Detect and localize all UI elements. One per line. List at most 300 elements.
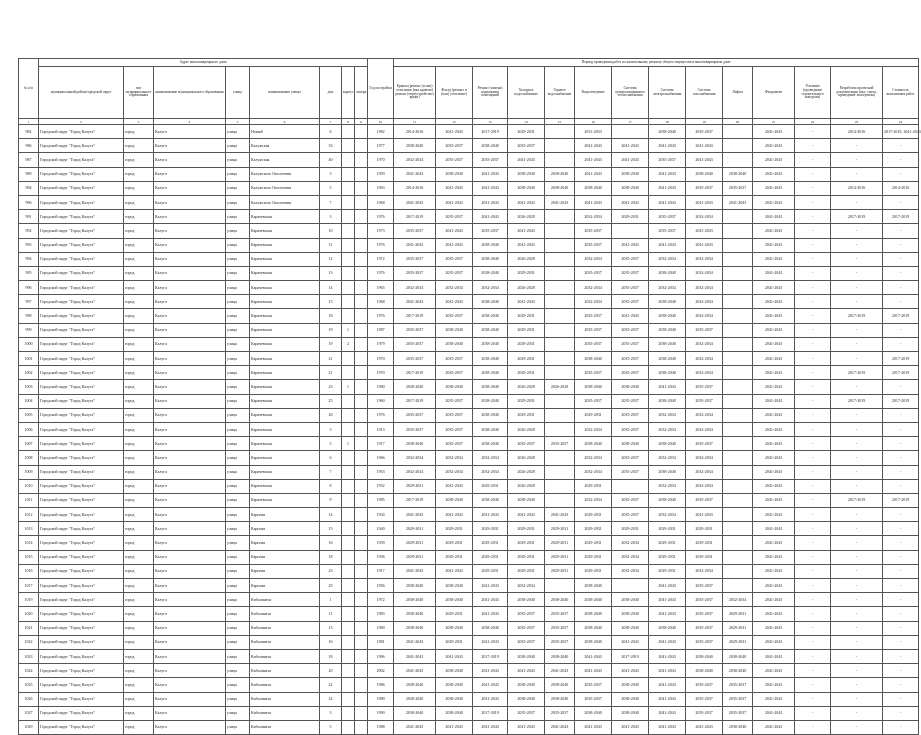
hot-water-cell: 2029-2031 bbox=[545, 564, 575, 578]
year-cell: 1980 bbox=[368, 380, 394, 394]
facade-cell: 2041-2043 bbox=[436, 238, 473, 252]
area-cell: Городской округ "Город Калуга" bbox=[39, 238, 124, 252]
project-cell: - bbox=[831, 380, 883, 394]
area-cell: Городской округ "Город Калуга" bbox=[39, 266, 124, 280]
mo-name-cell: Калуга bbox=[154, 706, 226, 720]
litera-cell bbox=[355, 635, 368, 649]
house-cell: 23 bbox=[320, 380, 342, 394]
col-header-korpus: корпус bbox=[342, 67, 355, 119]
street-type-cell: улица bbox=[226, 337, 250, 351]
korpus-cell bbox=[342, 593, 355, 607]
litera-cell bbox=[355, 649, 368, 663]
litera-cell bbox=[355, 394, 368, 408]
hot-water-cell bbox=[545, 451, 575, 465]
litera-cell bbox=[355, 564, 368, 578]
electric-cell: 2032-2034 bbox=[649, 422, 686, 436]
project-cell: - bbox=[831, 451, 883, 465]
street-type-cell: улица bbox=[226, 153, 250, 167]
mo-type-cell: город bbox=[124, 366, 154, 380]
roof-cell: 2017-2019 bbox=[394, 366, 436, 380]
area-cell: Городской округ "Город Калуга" bbox=[39, 295, 124, 309]
year-cell: 1963 bbox=[368, 181, 394, 195]
strengthening-cell: - bbox=[795, 508, 831, 522]
electric-cell: 2041-2043 bbox=[649, 706, 686, 720]
row-number: 1017 bbox=[19, 579, 39, 593]
electric-cell: 2038-2040 bbox=[649, 337, 686, 351]
foundation-cell: 2041-2043 bbox=[753, 422, 795, 436]
foundation-cell: 2041-2043 bbox=[753, 437, 795, 451]
table-row bbox=[19, 408, 919, 422]
project-cell: - bbox=[831, 706, 883, 720]
cost-cell: 2017-2019 bbox=[883, 366, 919, 380]
hot-water-cell bbox=[545, 479, 575, 493]
street-type-cell: улица bbox=[226, 139, 250, 153]
drainage-cell: 2032-2034 bbox=[575, 252, 612, 266]
area-cell: Городской округ "Город Калуга" bbox=[39, 649, 124, 663]
table-row bbox=[19, 224, 919, 238]
gas-cell: 2029-2031 bbox=[686, 522, 723, 536]
gas-cell: 2032-2034 bbox=[686, 465, 723, 479]
mo-name-cell: Калуга bbox=[154, 664, 226, 678]
house-cell: 11 bbox=[320, 607, 342, 621]
street-type-cell: улица bbox=[226, 366, 250, 380]
street-type-cell: улица bbox=[226, 394, 250, 408]
row-number: 1003 bbox=[19, 380, 39, 394]
mo-name-cell: Калуга bbox=[154, 593, 226, 607]
basement-cell: 2035-2037 bbox=[473, 224, 508, 238]
heating-cell: 2035-2037 bbox=[612, 451, 649, 465]
heating-cell: 2017-2019 bbox=[612, 649, 649, 663]
area-cell: Городской округ "Город Калуга" bbox=[39, 536, 124, 550]
row-number: 1029 bbox=[19, 720, 39, 734]
electric-cell: 2041-2043 bbox=[649, 593, 686, 607]
foundation-cell: 2041-2043 bbox=[753, 465, 795, 479]
electric-cell: 2035-2037 bbox=[649, 224, 686, 238]
street-name-cell: Калужского Ополчения bbox=[250, 181, 320, 195]
korpus-cell bbox=[342, 635, 355, 649]
row-number: 993 bbox=[19, 238, 39, 252]
table-row bbox=[19, 522, 919, 536]
drainage-cell: 2035-2037 bbox=[575, 678, 612, 692]
litera-cell bbox=[355, 593, 368, 607]
row-number: 989 bbox=[19, 167, 39, 181]
column-number: 20 bbox=[723, 119, 753, 125]
table-row bbox=[19, 394, 919, 408]
lifts-cell: 2029-2031 bbox=[723, 621, 753, 635]
street-type-cell: улица bbox=[226, 323, 250, 337]
mo-type-cell: город bbox=[124, 522, 154, 536]
drainage-cell: 2041-2043 bbox=[575, 720, 612, 734]
facade-cell: 2029-2031 bbox=[436, 550, 473, 564]
table-row bbox=[19, 309, 919, 323]
cold-water-cell: 2038-2040 bbox=[508, 493, 545, 507]
cost-cell: - bbox=[883, 224, 919, 238]
cost-cell: 2014-2016 bbox=[883, 181, 919, 195]
facade-cell: 2035-2037 bbox=[436, 437, 473, 451]
roof-cell: 2035-2037 bbox=[394, 266, 436, 280]
gas-cell: 2032-2034 bbox=[686, 337, 723, 351]
year-cell: 1952 bbox=[368, 479, 394, 493]
litera-cell bbox=[355, 153, 368, 167]
street-name-cell: Карачевская bbox=[250, 465, 320, 479]
hot-water-cell bbox=[545, 295, 575, 309]
basement-cell: 2041-2043 bbox=[473, 210, 508, 224]
house-cell: 7 bbox=[320, 465, 342, 479]
strengthening-cell: - bbox=[795, 706, 831, 720]
roof-cell: 2038-2040 bbox=[394, 139, 436, 153]
basement-cell: 2038-2040 bbox=[473, 493, 508, 507]
cost-cell: - bbox=[883, 522, 919, 536]
street-type-cell: улица bbox=[226, 352, 250, 366]
gas-cell: 2035-2037 bbox=[686, 692, 723, 706]
lifts-cell bbox=[723, 522, 753, 536]
row-number: 1008 bbox=[19, 451, 39, 465]
row-number: 1014 bbox=[19, 536, 39, 550]
heating-cell: 2038-2040 bbox=[612, 437, 649, 451]
house-cell: 19 bbox=[320, 323, 342, 337]
column-number: 10 bbox=[368, 119, 394, 125]
cost-cell: 2017-2019 bbox=[883, 352, 919, 366]
row-number: 996 bbox=[19, 281, 39, 295]
row-number: 992 bbox=[19, 224, 39, 238]
cold-water-cell: 2035-2037 bbox=[508, 437, 545, 451]
foundation-cell: 2041-2043 bbox=[753, 195, 795, 209]
house-cell: 9 bbox=[320, 493, 342, 507]
lifts-cell bbox=[723, 210, 753, 224]
area-cell: Городской округ "Город Калуга" bbox=[39, 550, 124, 564]
drainage-cell: 2041-2043 bbox=[575, 139, 612, 153]
table-row bbox=[19, 536, 919, 550]
hot-water-cell: 2035-2037 bbox=[545, 437, 575, 451]
foundation-cell: 2041-2043 bbox=[753, 706, 795, 720]
col-header-house: дом bbox=[320, 67, 342, 119]
basement-cell: 2032-2034 bbox=[473, 281, 508, 295]
facade-cell: 2038-2040 bbox=[436, 337, 473, 351]
facade-cell: 2041-2043 bbox=[436, 508, 473, 522]
hot-water-cell: 2035-2037 bbox=[545, 607, 575, 621]
mo-type-cell: город bbox=[124, 664, 154, 678]
strengthening-cell: - bbox=[795, 210, 831, 224]
facade-cell: 2029-2031 bbox=[436, 607, 473, 621]
basement-cell: 2017-2019 bbox=[473, 706, 508, 720]
table-row bbox=[19, 564, 919, 578]
area-cell: Городской округ "Город Калуга" bbox=[39, 579, 124, 593]
cold-water-cell: 2029-2031 bbox=[508, 337, 545, 351]
lifts-cell: 2035-2037 bbox=[723, 678, 753, 692]
street-name-cell: Карачевская bbox=[250, 437, 320, 451]
street-type-cell: улица bbox=[226, 465, 250, 479]
project-cell: - bbox=[831, 635, 883, 649]
electric-cell: 2041-2043 bbox=[649, 720, 686, 734]
col-header-cold-water: Холодное водоснабжение bbox=[508, 67, 545, 119]
heating-cell bbox=[612, 579, 649, 593]
street-name-cell: Карачевская bbox=[250, 408, 320, 422]
heating-cell: 2038-2040 bbox=[612, 678, 649, 692]
project-cell: 2014-2016 bbox=[831, 125, 883, 139]
area-cell: Городской округ "Город Калуга" bbox=[39, 181, 124, 195]
gas-cell: 2029-2031 bbox=[686, 550, 723, 564]
facade-cell: 2041-2043 bbox=[436, 649, 473, 663]
area-cell: Городской округ "Город Калуга" bbox=[39, 153, 124, 167]
street-name-cell: Карачевская bbox=[250, 394, 320, 408]
hot-water-cell: 2038-2040 bbox=[545, 692, 575, 706]
strengthening-cell: - bbox=[795, 664, 831, 678]
litera-cell bbox=[355, 451, 368, 465]
heating-cell: 2041-2043 bbox=[612, 635, 649, 649]
project-cell: - bbox=[831, 664, 883, 678]
lifts-cell: 2029-2031 bbox=[723, 607, 753, 621]
facade-cell: 2041-2043 bbox=[436, 720, 473, 734]
basement-cell: 2029-2031 bbox=[473, 564, 508, 578]
basement-cell: 2038-2040 bbox=[473, 139, 508, 153]
mo-type-cell: город bbox=[124, 408, 154, 422]
table-row bbox=[19, 550, 919, 564]
hot-water-cell bbox=[545, 125, 575, 139]
basement-cell: 2041-2043 bbox=[473, 664, 508, 678]
cost-cell: - bbox=[883, 266, 919, 280]
lifts-cell bbox=[723, 422, 753, 436]
street-name-cell: Калужского Ополчения bbox=[250, 167, 320, 181]
area-cell: Городской округ "Город Калуга" bbox=[39, 281, 124, 295]
electric-cell: 2038-2040 bbox=[649, 295, 686, 309]
project-cell: - bbox=[831, 465, 883, 479]
electric-cell: 2038-2040 bbox=[649, 352, 686, 366]
litera-cell bbox=[355, 366, 368, 380]
house-cell: 10 bbox=[320, 224, 342, 238]
hot-water-cell: 2029-2031 bbox=[545, 536, 575, 550]
table-row bbox=[19, 252, 919, 266]
drainage-cell: 2038-2040 bbox=[575, 706, 612, 720]
year-cell: 1979 bbox=[368, 337, 394, 351]
column-number: 1 bbox=[19, 119, 39, 125]
facade-cell: 2038-2040 bbox=[436, 380, 473, 394]
mo-name-cell: Калуга bbox=[154, 550, 226, 564]
capital-repair-table bbox=[18, 58, 919, 735]
litera-cell bbox=[355, 352, 368, 366]
year-cell: 1956 bbox=[368, 579, 394, 593]
basement-cell: 2029-2031 bbox=[473, 550, 508, 564]
area-cell: Городской округ "Город Калуга" bbox=[39, 451, 124, 465]
year-cell: 1968 bbox=[368, 295, 394, 309]
litera-cell bbox=[355, 720, 368, 734]
street-name-cell: Карачевская bbox=[250, 266, 320, 280]
table-row bbox=[19, 238, 919, 252]
table-row bbox=[19, 678, 919, 692]
mo-type-cell: город bbox=[124, 465, 154, 479]
row-number: 1015 bbox=[19, 550, 39, 564]
year-cell: 1917 bbox=[368, 437, 394, 451]
strengthening-cell: - bbox=[795, 295, 831, 309]
strengthening-cell: - bbox=[795, 579, 831, 593]
cold-water-cell: 2029-2031 bbox=[508, 352, 545, 366]
table-row bbox=[19, 167, 919, 181]
heating-cell: 2029-2031 bbox=[612, 210, 649, 224]
foundation-cell: 2041-2043 bbox=[753, 621, 795, 635]
row-number: 1027 bbox=[19, 706, 39, 720]
facade-cell: 2035-2037 bbox=[436, 153, 473, 167]
drainage-cell: 2032-2034 bbox=[575, 465, 612, 479]
electric-cell: 2041-2043 bbox=[649, 181, 686, 195]
electric-cell: 2041-2043 bbox=[649, 635, 686, 649]
col-header-street-type: улица bbox=[226, 67, 250, 119]
lifts-cell: 2032-2034 bbox=[723, 593, 753, 607]
heating-cell bbox=[612, 479, 649, 493]
heating-cell: 2035-2037 bbox=[612, 422, 649, 436]
mo-type-cell: город bbox=[124, 380, 154, 394]
col-header-num: № п/п bbox=[19, 59, 39, 119]
electric-cell: 2041-2043 bbox=[649, 195, 686, 209]
facade-cell: 2035-2037 bbox=[436, 309, 473, 323]
electric-cell: 2041-2043 bbox=[649, 649, 686, 663]
house-cell: 6 bbox=[320, 451, 342, 465]
hot-water-cell bbox=[545, 252, 575, 266]
area-cell: Городской округ "Город Калуга" bbox=[39, 664, 124, 678]
gas-cell: 2032-2034 bbox=[686, 309, 723, 323]
hot-water-cell bbox=[545, 394, 575, 408]
roof-cell: 2032-2034 bbox=[394, 451, 436, 465]
drainage-cell: 2032-2034 bbox=[575, 295, 612, 309]
mo-type-cell: город bbox=[124, 706, 154, 720]
street-name-cell: Кибальчича bbox=[250, 649, 320, 663]
project-cell: - bbox=[831, 266, 883, 280]
street-type-cell: улица bbox=[226, 536, 250, 550]
gas-cell: 2038-2040 bbox=[686, 649, 723, 663]
house-cell: 14 bbox=[320, 281, 342, 295]
korpus-cell bbox=[342, 564, 355, 578]
area-cell: Городской округ "Город Калуга" bbox=[39, 352, 124, 366]
strengthening-cell: - bbox=[795, 394, 831, 408]
cold-water-cell: 2032-2034 bbox=[508, 579, 545, 593]
mo-type-cell: город bbox=[124, 437, 154, 451]
lifts-cell: 2038-2040 bbox=[723, 664, 753, 678]
area-cell: Городской округ "Город Калуга" bbox=[39, 607, 124, 621]
cost-cell: - bbox=[883, 593, 919, 607]
drainage-cell: 2035-2037 bbox=[575, 337, 612, 351]
house-cell: 15 bbox=[320, 522, 342, 536]
cold-water-cell: 2041-2043 bbox=[508, 153, 545, 167]
facade-cell: 2035-2037 bbox=[436, 408, 473, 422]
row-number: 1016 bbox=[19, 564, 39, 578]
litera-cell bbox=[355, 422, 368, 436]
mo-type-cell: город bbox=[124, 635, 154, 649]
lifts-cell bbox=[723, 550, 753, 564]
mo-type-cell: город bbox=[124, 295, 154, 309]
lifts-cell bbox=[723, 493, 753, 507]
area-cell: Городской округ "Город Калуга" bbox=[39, 635, 124, 649]
street-type-cell: улица bbox=[226, 437, 250, 451]
electric-cell: 2038-2040 bbox=[649, 465, 686, 479]
electric-cell: 2041-2043 bbox=[649, 607, 686, 621]
litera-cell bbox=[355, 238, 368, 252]
gas-cell: 2032-2034 bbox=[686, 352, 723, 366]
electric-cell: 2038-2040 bbox=[649, 309, 686, 323]
project-cell: - bbox=[831, 195, 883, 209]
heating-cell: 2041-2043 bbox=[612, 720, 649, 734]
mo-name-cell: Калуга bbox=[154, 309, 226, 323]
litera-cell bbox=[355, 692, 368, 706]
facade-cell: 2041-2043 bbox=[436, 224, 473, 238]
lifts-cell bbox=[723, 139, 753, 153]
cold-water-cell: 2029-2031 bbox=[508, 522, 545, 536]
heating-cell: 2038-2040 bbox=[612, 380, 649, 394]
korpus-cell bbox=[342, 210, 355, 224]
drainage-cell: 2041-2043 bbox=[575, 153, 612, 167]
drainage-cell: 2038-2040 bbox=[575, 437, 612, 451]
roof-cell: 2014-2016 bbox=[394, 125, 436, 139]
hot-water-cell: 2041-2043 bbox=[545, 720, 575, 734]
strengthening-cell: - bbox=[795, 635, 831, 649]
roof-cell: 2041-2043 bbox=[394, 720, 436, 734]
row-number: 1000 bbox=[19, 337, 39, 351]
basement-cell: 2038-2040 bbox=[473, 309, 508, 323]
electric-cell: 2029-2031 bbox=[649, 536, 686, 550]
lifts-cell: 2035-2037 bbox=[723, 181, 753, 195]
hot-water-cell bbox=[545, 210, 575, 224]
foundation-cell: 2041-2043 bbox=[753, 380, 795, 394]
litera-cell bbox=[355, 550, 368, 564]
facade-cell: 2038-2040 bbox=[436, 323, 473, 337]
house-cell: 25 bbox=[320, 579, 342, 593]
mo-type-cell: город bbox=[124, 394, 154, 408]
heating-cell: 2038-2040 bbox=[612, 167, 649, 181]
heating-cell: 2038-2040 bbox=[612, 593, 649, 607]
foundation-cell: 2041-2043 bbox=[753, 593, 795, 607]
facade-cell: 2038-2040 bbox=[436, 593, 473, 607]
facade-cell: 2035-2037 bbox=[436, 252, 473, 266]
mo-name-cell: Калуга bbox=[154, 139, 226, 153]
foundation-cell: 2041-2043 bbox=[753, 564, 795, 578]
heating-cell: 2038-2040 bbox=[612, 181, 649, 195]
mo-name-cell: Калуга bbox=[154, 295, 226, 309]
table-row bbox=[19, 607, 919, 621]
area-cell: Городской округ "Город Калуга" bbox=[39, 479, 124, 493]
lifts-cell bbox=[723, 579, 753, 593]
street-name-cell: Карачевская bbox=[250, 281, 320, 295]
mo-type-cell: город bbox=[124, 224, 154, 238]
foundation-cell: 2041-2043 bbox=[753, 720, 795, 734]
roof-cell: 2041-2043 bbox=[394, 195, 436, 209]
facade-cell: 2032-2034 bbox=[436, 451, 473, 465]
cost-cell: - bbox=[883, 380, 919, 394]
foundation-cell: 2041-2043 bbox=[753, 181, 795, 195]
mo-name-cell: Калуга bbox=[154, 564, 226, 578]
basement-cell: 2017-2019 bbox=[473, 649, 508, 663]
year-cell: 1988 bbox=[368, 720, 394, 734]
row-number: 1026 bbox=[19, 692, 39, 706]
hot-water-cell bbox=[545, 352, 575, 366]
foundation-cell: 2041-2043 bbox=[753, 210, 795, 224]
cost-cell: - bbox=[883, 252, 919, 266]
basement-cell: 2032-2034 bbox=[473, 465, 508, 479]
heating-cell: 2041-2043 bbox=[612, 139, 649, 153]
hot-water-cell: 2038-2040 bbox=[545, 167, 575, 181]
table-row bbox=[19, 323, 919, 337]
house-cell: 11 bbox=[320, 238, 342, 252]
year-cell: 1970 bbox=[368, 153, 394, 167]
table-row bbox=[19, 508, 919, 522]
table-row bbox=[19, 720, 919, 734]
street-type-cell: улица bbox=[226, 451, 250, 465]
litera-cell bbox=[355, 139, 368, 153]
korpus-cell bbox=[342, 579, 355, 593]
mo-type-cell: город bbox=[124, 649, 154, 663]
heating-cell: 2035-2037 bbox=[612, 323, 649, 337]
house-cell: 3 bbox=[320, 167, 342, 181]
korpus-cell bbox=[342, 352, 355, 366]
korpus-cell bbox=[342, 139, 355, 153]
street-name-cell: Кибальчича bbox=[250, 593, 320, 607]
cost-cell: - bbox=[883, 451, 919, 465]
